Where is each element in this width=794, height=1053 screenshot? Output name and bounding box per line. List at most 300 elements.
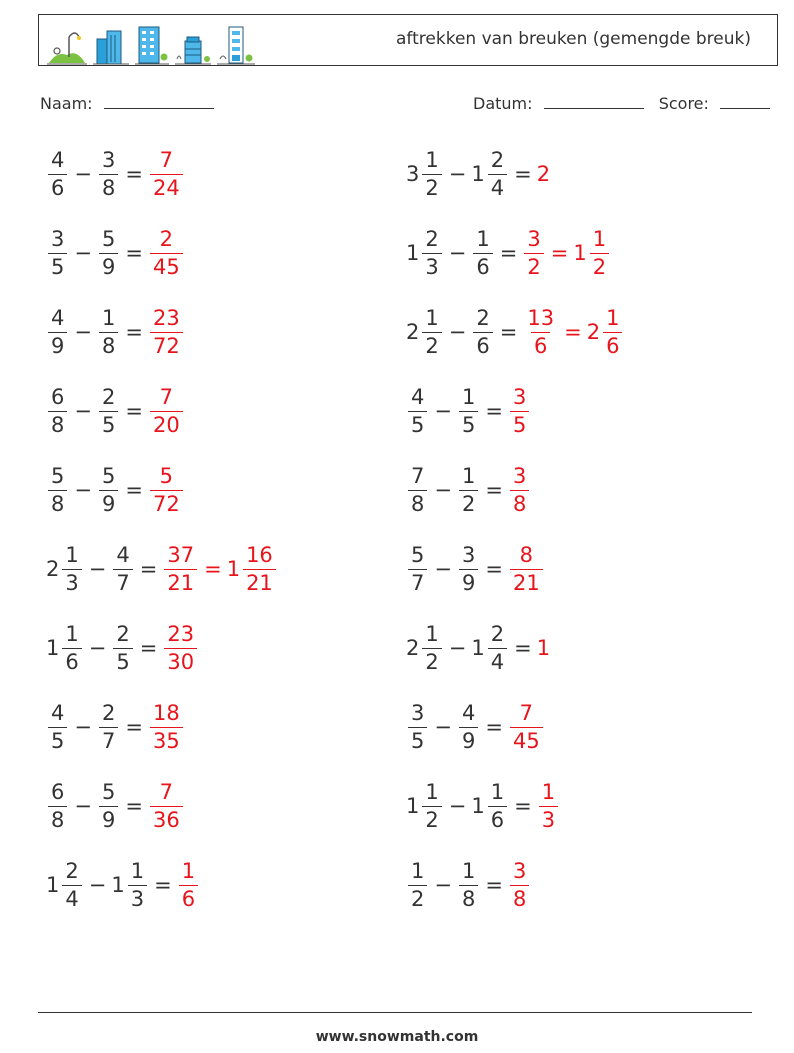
fraction bbox=[510, 542, 543, 595]
equals-sign: = bbox=[125, 162, 143, 186]
minuend bbox=[46, 226, 69, 279]
denominator: 30 bbox=[164, 648, 197, 673]
whole-number: 1 bbox=[226, 557, 241, 581]
denominator: 6 bbox=[603, 332, 622, 357]
minus-sign: − bbox=[74, 241, 92, 265]
fraction bbox=[48, 463, 67, 516]
subtrahend bbox=[471, 305, 494, 358]
date-label: Datum: bbox=[473, 94, 533, 113]
fraction bbox=[603, 305, 622, 358]
denominator: 9 bbox=[459, 727, 478, 752]
meta-row bbox=[40, 92, 770, 116]
denominator: 5 bbox=[48, 253, 67, 278]
denominator: 6 bbox=[488, 806, 507, 831]
whole-number: 1 bbox=[46, 636, 60, 660]
numerator: 1 bbox=[101, 305, 116, 330]
denominator: 20 bbox=[150, 411, 183, 436]
problem-item bbox=[406, 221, 611, 285]
numerator: 1 bbox=[425, 147, 439, 172]
denominator: 24 bbox=[150, 174, 183, 199]
denominator: 6 bbox=[473, 332, 492, 357]
numerator: 37 bbox=[167, 542, 195, 567]
denominator: 5 bbox=[48, 727, 67, 752]
fraction bbox=[459, 858, 478, 911]
numerator: 1 bbox=[461, 858, 476, 883]
numerator: 1 bbox=[411, 858, 425, 883]
minuend bbox=[406, 542, 429, 595]
problem-item bbox=[46, 695, 185, 759]
answer bbox=[148, 305, 185, 358]
fraction bbox=[62, 542, 81, 595]
numerator: 13 bbox=[527, 305, 555, 330]
fraction bbox=[590, 226, 609, 279]
subtrahend bbox=[457, 463, 480, 516]
numerator: 7 bbox=[519, 700, 534, 725]
denominator: 3 bbox=[422, 253, 441, 278]
equals-sign: = bbox=[485, 557, 503, 581]
answer bbox=[148, 147, 185, 200]
denominator: 9 bbox=[48, 332, 67, 357]
apartment-building-icon bbox=[135, 25, 169, 65]
subtrahend bbox=[111, 621, 134, 674]
fraction bbox=[459, 542, 478, 595]
equals-sign: = bbox=[514, 162, 532, 186]
numerator: 4 bbox=[116, 542, 130, 567]
minuend bbox=[46, 858, 84, 911]
fraction bbox=[99, 147, 118, 200]
fraction bbox=[459, 384, 478, 437]
numerator: 2 bbox=[476, 305, 490, 330]
denominator: 9 bbox=[99, 253, 118, 278]
subtrahend bbox=[111, 858, 149, 911]
whole-number: 3 bbox=[406, 162, 420, 186]
subtrahend bbox=[97, 779, 120, 832]
fraction bbox=[99, 779, 118, 832]
fraction bbox=[473, 226, 492, 279]
denominator: 4 bbox=[488, 174, 507, 199]
fraction bbox=[150, 779, 183, 832]
numerator: 4 bbox=[461, 700, 476, 725]
fraction bbox=[422, 147, 441, 200]
fraction bbox=[48, 226, 67, 279]
numerator: 1 bbox=[592, 226, 607, 251]
whole-number: 2 bbox=[406, 320, 420, 344]
problem-item bbox=[46, 300, 185, 364]
score-line bbox=[720, 92, 770, 109]
numerator: 1 bbox=[65, 542, 79, 567]
minuend bbox=[406, 858, 429, 911]
subtrahend bbox=[97, 463, 120, 516]
fraction bbox=[510, 858, 529, 911]
minus-sign: − bbox=[448, 794, 467, 818]
problem-item bbox=[406, 537, 545, 601]
fraction bbox=[99, 226, 118, 279]
problem-item bbox=[46, 379, 185, 443]
whole-number: 2 bbox=[586, 320, 601, 344]
denominator: 21 bbox=[510, 569, 543, 594]
fraction bbox=[150, 463, 183, 516]
minuend bbox=[46, 700, 69, 753]
subtrahend bbox=[457, 384, 480, 437]
whole-number: 1 bbox=[406, 241, 420, 265]
denominator: 21 bbox=[243, 569, 276, 594]
small-building-icon bbox=[175, 35, 211, 65]
answer bbox=[177, 858, 200, 911]
fraction bbox=[422, 621, 441, 674]
fraction bbox=[510, 463, 529, 516]
denominator: 9 bbox=[99, 490, 118, 515]
denominator: 5 bbox=[408, 411, 427, 436]
numerator: 7 bbox=[159, 384, 174, 409]
problem-item bbox=[406, 300, 624, 364]
problem-item bbox=[46, 142, 185, 206]
minuend bbox=[406, 305, 444, 358]
denominator: 9 bbox=[99, 806, 118, 831]
minus-sign: − bbox=[434, 873, 452, 897]
denominator: 5 bbox=[510, 411, 529, 436]
denominator: 3 bbox=[539, 806, 558, 831]
denominator: 36 bbox=[150, 806, 183, 831]
subtrahend bbox=[471, 147, 509, 200]
minus-sign: − bbox=[434, 557, 452, 581]
numerator: 5 bbox=[51, 463, 65, 488]
equals-sign: = bbox=[514, 636, 532, 660]
whole-number: 1 bbox=[536, 636, 551, 660]
denominator: 6 bbox=[531, 332, 550, 357]
numerator: 7 bbox=[159, 147, 174, 172]
fraction bbox=[62, 621, 81, 674]
answer bbox=[522, 226, 545, 279]
numerator: 4 bbox=[51, 147, 65, 172]
fraction bbox=[408, 858, 427, 911]
minuend bbox=[46, 463, 69, 516]
answer bbox=[162, 542, 199, 595]
answer-equals-sign: = bbox=[564, 320, 582, 344]
subtrahend bbox=[471, 779, 509, 832]
minus-sign: − bbox=[74, 478, 92, 502]
subtrahend bbox=[111, 542, 134, 595]
problem-item bbox=[406, 616, 551, 680]
denominator: 2 bbox=[590, 253, 609, 278]
equals-sign: = bbox=[125, 478, 143, 502]
numerator: 1 bbox=[425, 621, 439, 646]
minus-sign: − bbox=[448, 320, 467, 344]
fraction bbox=[48, 700, 67, 753]
answer bbox=[148, 226, 185, 279]
fraction bbox=[99, 384, 118, 437]
minuend bbox=[46, 384, 69, 437]
whole-number: 2 bbox=[536, 162, 551, 186]
minuend bbox=[46, 779, 69, 832]
minuend bbox=[406, 384, 429, 437]
denominator: 8 bbox=[510, 490, 529, 515]
denominator: 6 bbox=[473, 253, 492, 278]
denominator: 72 bbox=[150, 332, 183, 357]
answer bbox=[162, 621, 199, 674]
numerator: 1 bbox=[130, 858, 145, 883]
problem-item bbox=[46, 616, 199, 680]
answer bbox=[537, 162, 551, 186]
fraction bbox=[408, 700, 427, 753]
numerator: 1 bbox=[425, 779, 439, 804]
equals-sign: = bbox=[485, 873, 503, 897]
denominator: 45 bbox=[150, 253, 183, 278]
minuend bbox=[406, 700, 429, 753]
answer-equals-sign: = bbox=[550, 241, 569, 265]
fraction bbox=[524, 226, 543, 279]
answer bbox=[148, 384, 185, 437]
equals-sign: = bbox=[125, 241, 143, 265]
denominator: 8 bbox=[48, 806, 67, 831]
denominator: 6 bbox=[62, 648, 81, 673]
denominator: 8 bbox=[459, 885, 478, 910]
whole-number: 1 bbox=[471, 794, 485, 818]
problem-item bbox=[46, 774, 185, 838]
whole-number: 2 bbox=[406, 636, 420, 660]
numerator: 3 bbox=[527, 226, 541, 251]
fraction bbox=[150, 147, 183, 200]
denominator: 3 bbox=[62, 569, 81, 594]
problem-item bbox=[406, 695, 545, 759]
minuend bbox=[406, 463, 429, 516]
numerator: 2 bbox=[490, 621, 505, 646]
equals-sign: = bbox=[139, 557, 158, 581]
problem-item bbox=[46, 221, 185, 285]
answer bbox=[148, 700, 185, 753]
whole-number: 1 bbox=[471, 162, 485, 186]
denominator: 5 bbox=[99, 411, 118, 436]
fraction bbox=[473, 305, 492, 358]
fraction bbox=[488, 147, 507, 200]
fraction bbox=[459, 463, 478, 516]
fraction bbox=[164, 542, 197, 595]
denominator: 45 bbox=[510, 727, 543, 752]
fraction bbox=[408, 463, 427, 516]
fraction bbox=[48, 305, 67, 358]
problem-item bbox=[46, 458, 185, 522]
denominator: 7 bbox=[113, 569, 132, 594]
answer bbox=[148, 779, 185, 832]
denominator: 2 bbox=[408, 885, 427, 910]
header-icons bbox=[47, 21, 255, 65]
minus-sign: − bbox=[74, 794, 92, 818]
fraction bbox=[510, 384, 529, 437]
problem-item bbox=[46, 853, 200, 917]
numerator: 23 bbox=[167, 621, 195, 646]
denominator: 8 bbox=[48, 411, 67, 436]
numerator: 5 bbox=[101, 463, 116, 488]
equals-sign: = bbox=[154, 873, 172, 897]
equals-sign: = bbox=[139, 636, 158, 660]
answer bbox=[226, 542, 278, 595]
minuend bbox=[406, 147, 444, 200]
minuend bbox=[46, 542, 84, 595]
minuend bbox=[46, 621, 84, 674]
minus-sign: − bbox=[88, 557, 107, 581]
date-line bbox=[544, 92, 644, 109]
fraction bbox=[62, 858, 81, 911]
minus-sign: − bbox=[448, 241, 467, 265]
numerator: 7 bbox=[411, 463, 425, 488]
fraction bbox=[113, 542, 132, 595]
fraction bbox=[48, 147, 67, 200]
answer bbox=[508, 542, 545, 595]
denominator: 72 bbox=[150, 490, 183, 515]
minuend bbox=[406, 226, 444, 279]
numerator: 3 bbox=[512, 463, 527, 488]
fraction bbox=[422, 779, 441, 832]
numerator: 1 bbox=[461, 384, 476, 409]
fraction bbox=[99, 463, 118, 516]
denominator: 35 bbox=[150, 727, 183, 752]
numerator: 2 bbox=[425, 226, 439, 251]
denominator: 2 bbox=[422, 174, 441, 199]
fraction bbox=[524, 305, 557, 358]
numerator: 3 bbox=[51, 226, 65, 251]
office-buildings-icon bbox=[93, 27, 129, 65]
fraction bbox=[99, 700, 118, 753]
numerator: 6 bbox=[51, 779, 65, 804]
worksheet-title: aftrekken van breuken (gemengde breuk) bbox=[396, 29, 751, 49]
subtrahend bbox=[457, 700, 480, 753]
numerator: 1 bbox=[490, 779, 505, 804]
denominator: 9 bbox=[459, 569, 478, 594]
problem-item bbox=[406, 379, 531, 443]
denominator: 8 bbox=[99, 174, 118, 199]
answer bbox=[537, 636, 551, 660]
whole-number: 1 bbox=[471, 636, 485, 660]
minus-sign: − bbox=[434, 478, 452, 502]
numerator: 8 bbox=[519, 542, 534, 567]
answer bbox=[522, 305, 559, 358]
fraction bbox=[422, 305, 441, 358]
subtrahend bbox=[97, 384, 120, 437]
whole-number: 1 bbox=[406, 794, 420, 818]
numerator: 16 bbox=[246, 542, 273, 567]
equals-sign: = bbox=[514, 794, 532, 818]
fraction bbox=[408, 384, 427, 437]
fraction bbox=[150, 700, 183, 753]
minus-sign: − bbox=[74, 715, 92, 739]
whole-number: 1 bbox=[46, 873, 60, 897]
denominator: 3 bbox=[128, 885, 147, 910]
equals-sign: = bbox=[485, 399, 503, 423]
minus-sign: − bbox=[88, 873, 107, 897]
numerator: 5 bbox=[101, 779, 116, 804]
minuend bbox=[46, 305, 69, 358]
numerator: 23 bbox=[152, 305, 180, 330]
denominator: 7 bbox=[99, 727, 118, 752]
problem-item bbox=[46, 537, 278, 601]
numerator: 5 bbox=[411, 542, 425, 567]
denominator: 6 bbox=[179, 885, 198, 910]
answer bbox=[586, 305, 625, 358]
footer-url: www.snowmath.com bbox=[315, 1029, 479, 1045]
denominator: 5 bbox=[408, 727, 427, 752]
numerator: 3 bbox=[512, 858, 527, 883]
equals-sign: = bbox=[485, 478, 503, 502]
numerator: 3 bbox=[101, 147, 116, 172]
denominator: 8 bbox=[408, 490, 427, 515]
problem-item bbox=[406, 853, 531, 917]
fraction bbox=[243, 542, 276, 595]
subtrahend bbox=[97, 700, 120, 753]
answer bbox=[508, 700, 545, 753]
whole-number: 1 bbox=[111, 873, 125, 897]
answer bbox=[537, 779, 560, 832]
problem-item bbox=[406, 142, 551, 206]
equals-sign: = bbox=[499, 241, 518, 265]
answer bbox=[508, 858, 531, 911]
fraction bbox=[408, 542, 427, 595]
fraction bbox=[48, 384, 67, 437]
numerator: 1 bbox=[181, 858, 196, 883]
denominator: 2 bbox=[422, 648, 441, 673]
minus-sign: − bbox=[434, 399, 452, 423]
answer bbox=[573, 226, 611, 279]
numerator: 1 bbox=[541, 779, 556, 804]
whole-number: 2 bbox=[46, 557, 60, 581]
fraction bbox=[510, 700, 543, 753]
subtrahend bbox=[471, 226, 494, 279]
name-line bbox=[104, 92, 214, 109]
fraction bbox=[164, 621, 197, 674]
subtrahend bbox=[97, 226, 120, 279]
numerator: 5 bbox=[101, 226, 116, 251]
subtrahend bbox=[97, 305, 120, 358]
minus-sign: − bbox=[448, 636, 467, 660]
numerator: 1 bbox=[425, 305, 439, 330]
header bbox=[38, 14, 778, 66]
tower-building-icon bbox=[217, 25, 255, 65]
fraction bbox=[48, 779, 67, 832]
numerator: 2 bbox=[116, 621, 130, 646]
numerator: 3 bbox=[461, 542, 476, 567]
equals-sign: = bbox=[499, 320, 518, 344]
subtrahend bbox=[457, 542, 480, 595]
numerator: 6 bbox=[51, 384, 65, 409]
minuend bbox=[406, 779, 444, 832]
fraction bbox=[179, 858, 198, 911]
answer bbox=[508, 384, 531, 437]
fraction bbox=[128, 858, 147, 911]
name-field bbox=[40, 92, 214, 113]
numerator: 1 bbox=[476, 226, 490, 251]
numerator: 4 bbox=[51, 700, 65, 725]
equals-sign: = bbox=[125, 399, 143, 423]
numerator: 1 bbox=[461, 463, 476, 488]
numerator: 3 bbox=[411, 700, 425, 725]
minus-sign: − bbox=[448, 162, 467, 186]
fraction bbox=[539, 779, 558, 832]
minus-sign: − bbox=[88, 636, 107, 660]
answer bbox=[508, 463, 531, 516]
name-label: Naam: bbox=[40, 94, 93, 113]
numerator: 2 bbox=[101, 700, 116, 725]
date-score-fields bbox=[473, 92, 770, 113]
numerator: 2 bbox=[490, 147, 505, 172]
fraction bbox=[99, 305, 118, 358]
numerator: 3 bbox=[512, 384, 527, 409]
numerator: 2 bbox=[159, 226, 174, 251]
denominator: 8 bbox=[510, 885, 529, 910]
numerator: 2 bbox=[65, 858, 79, 883]
denominator: 4 bbox=[488, 648, 507, 673]
fraction bbox=[150, 226, 183, 279]
numerator: 1 bbox=[65, 621, 79, 646]
denominator: 6 bbox=[48, 174, 67, 199]
fraction bbox=[488, 621, 507, 674]
